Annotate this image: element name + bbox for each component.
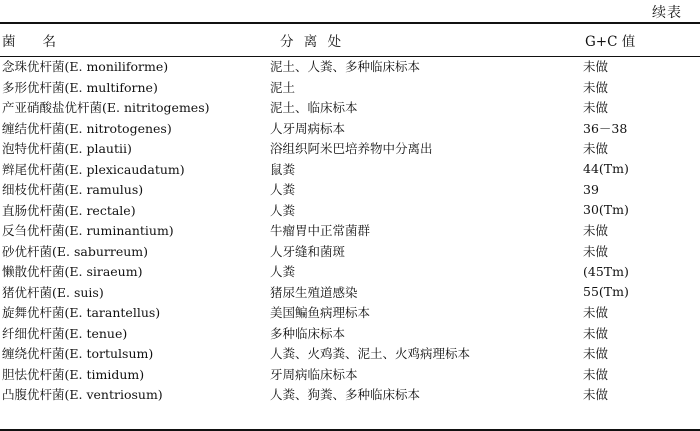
table-row [0, 138, 700, 159]
cell-name: 砂优杆菌(E. saburreum) [2, 243, 148, 259]
cell-source: 人牙缝和菌斑 [270, 243, 346, 259]
cell-gc: 未做 [583, 223, 609, 239]
bacteria-table [0, 24, 700, 405]
table-row [0, 384, 700, 405]
cell-source: 泥土 [270, 79, 296, 95]
table-row [0, 241, 700, 262]
cell-name: 旋舞优杆菌(E. tarantellus) [2, 305, 161, 321]
continued-label: 续表 [652, 5, 682, 21]
cell-source: 猪尿生殖道感染 [270, 284, 358, 300]
cell-source: 泥土、人粪、多种临床标本 [270, 59, 421, 75]
cell-gc: 39 [583, 181, 599, 197]
table-row [0, 118, 700, 139]
cell-name: 泡特优杆菌(E. plautii) [2, 141, 132, 157]
header-source: 分 离 处 [280, 34, 345, 50]
cell-name: 胆怯优杆菌(E. timidum) [2, 366, 145, 382]
cell-name: 凸腹优杆菌(E. ventriosum) [2, 387, 163, 403]
cell-source: 人粪 [270, 202, 296, 218]
table-row [0, 56, 700, 77]
cell-gc: 未做 [583, 325, 609, 341]
cell-name: 念珠优杆菌(E. moniliforme) [2, 59, 169, 75]
table-row [0, 200, 700, 221]
cell-name: 反刍优杆菌(E. ruminantium) [2, 223, 174, 239]
cell-source: 鼠粪 [270, 161, 296, 177]
cell-gc: 未做 [583, 346, 609, 362]
table-row [0, 302, 700, 323]
cell-source: 人牙周病标本 [270, 120, 346, 136]
cell-name: 懒散优杆菌(E. siraeum) [2, 264, 143, 280]
table-row [0, 97, 700, 118]
cell-source: 浴组织阿米巴培养物中分离出 [270, 141, 433, 157]
cell-name: 产亚硝酸盐优杆菌(E. nitritogemes) [2, 100, 210, 116]
cell-source: 牙周病临床标本 [270, 366, 358, 382]
table-row [0, 364, 700, 385]
cell-name: 纤细优杆菌(E. tenue) [2, 325, 128, 341]
cell-gc: 未做 [583, 305, 609, 321]
cell-name: 缠绕优杆菌(E. tortulsum) [2, 346, 154, 362]
table-row [0, 179, 700, 200]
cell-source: 牛瘤胃中正常菌群 [270, 223, 371, 239]
cell-gc: 未做 [583, 59, 609, 75]
table-body [0, 56, 700, 405]
cell-name: 直肠优杆菌(E. rectale) [2, 202, 136, 218]
cell-gc: 未做 [583, 243, 609, 259]
cell-gc: 44(Tm) [583, 161, 629, 177]
cell-gc: 未做 [583, 366, 609, 382]
cell-source: 人粪、火鸡粪、泥土、火鸡病理标本 [270, 346, 471, 362]
table-row [0, 261, 700, 282]
header-gc: G+C 值 [585, 34, 636, 50]
cell-source: 美国鳊鱼病理标本 [270, 305, 371, 321]
table-row [0, 220, 700, 241]
cell-gc: (45Tm) [583, 263, 629, 279]
cell-source: 泥土、临床标本 [270, 100, 358, 116]
cell-name: 缠结优杆菌(E. nitrotogenes) [2, 120, 172, 136]
cell-gc: 未做 [583, 79, 609, 95]
cell-name: 辫尾优杆菌(E. plexicaudatum) [2, 161, 185, 177]
cell-gc: 未做 [583, 141, 609, 157]
cell-source: 人粪 [270, 264, 296, 280]
table-row [0, 323, 700, 344]
cell-gc: 未做 [583, 100, 609, 116]
table-row [0, 159, 700, 180]
cell-gc: 未做 [583, 387, 609, 403]
cell-source: 多种临床标本 [270, 325, 346, 341]
cell-source: 人粪 [270, 182, 296, 198]
table-row [0, 282, 700, 303]
cell-name: 猪优杆菌(E. suis) [2, 284, 104, 300]
cell-name: 多形优杆菌(E. multiforne) [2, 79, 158, 95]
header-name: 菌 名 [2, 34, 56, 50]
table-row [0, 343, 700, 364]
table-header-row [0, 24, 700, 56]
cell-gc: 30(Tm) [583, 202, 629, 218]
cell-gc: 36－38 [583, 120, 628, 136]
cell-name: 细枝优杆菌(E. ramulus) [2, 182, 144, 198]
cell-gc: 55(Tm) [583, 284, 629, 300]
table-row [0, 77, 700, 98]
cell-source: 人粪、狗粪、多种临床标本 [270, 387, 421, 403]
